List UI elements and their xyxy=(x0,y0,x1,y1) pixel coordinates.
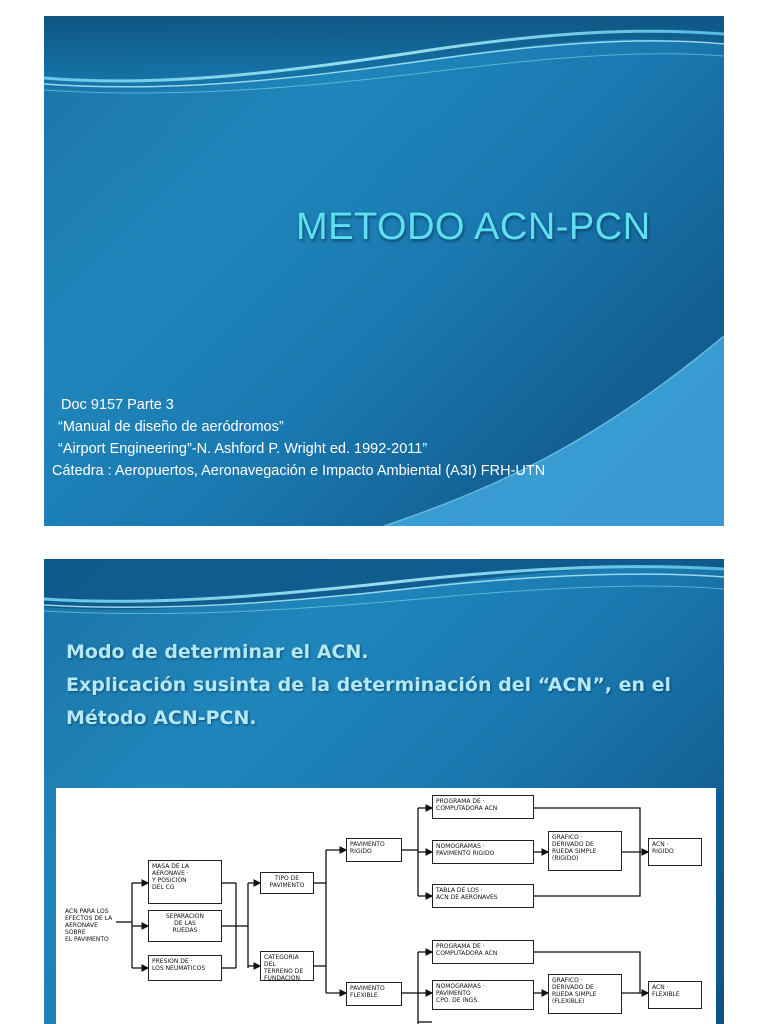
node-nomogramas-flexible: NOMOGRAMAS · PAVIMENTO CPO. DE INGS. xyxy=(432,980,534,1010)
reference-list xyxy=(52,394,712,482)
heading-line: Modo de determinar el ACN. xyxy=(66,641,369,663)
node-acn-root: ACN PARA LOS EFECTOS DE LA AERONAVE SOBRE EL PAVIMENTO xyxy=(65,908,113,943)
node-nomogramas-rigido: NOMOGRAMAS · PAVIMENTO RIGIDO xyxy=(432,840,534,864)
slide-title xyxy=(44,16,724,526)
node-programa-computadora-flexible: PROGRAMA DE · COMPUTADORA ACN xyxy=(432,940,534,964)
node-tipo-pavimento: TIPO DE PAVIMENTO xyxy=(260,872,314,894)
node-separacion-ruedas: SEPARACION DE LAS RUEDAS xyxy=(148,910,222,942)
node-pavimento-rigido: PAVIMENTO RIGIDO xyxy=(346,838,402,862)
node-programa-computadora-rigido: PROGRAMA DE · COMPUTADORA ACN xyxy=(432,795,534,819)
reference-line: Doc 9157 Parte 3 xyxy=(61,397,174,413)
node-grafico-rigido: GRAFICO · DERIVADO DE RUEDA SIMPLE (RIGIDO) xyxy=(548,831,622,871)
acn-flow-diagram xyxy=(56,788,716,1024)
heading-line: Método ACN-PCN. xyxy=(66,707,257,729)
node-categoria-terreno: CATEGORIA DEL TERRENO DE FUNDACION xyxy=(260,951,314,981)
node-acn-flexible: ACN · FLEXIBLE xyxy=(648,981,702,1009)
node-tabla-acn: TABLA DE LOS · ACN DE AERONAVES xyxy=(432,884,534,908)
heading-line: Explicación susinta de la determinación del “ACN”, en el xyxy=(66,674,672,696)
reference-line: “Manual de diseño de aeródromos” xyxy=(58,419,284,435)
node-presion-neumaticos: PRESION DE · LOS NEUMATICOS xyxy=(148,955,222,981)
node-grafico-flexible: GRAFICO · DERIVADO DE RUEDA SIMPLE (FLEXIBLE) xyxy=(548,974,622,1014)
reference-line: “Airport Engineering”-N. Ashford P. Wright ed. 1992-2011” xyxy=(58,441,428,457)
slide-acn-method xyxy=(44,559,724,1024)
slide-title-text: METODO ACN-PCN xyxy=(296,206,651,248)
node-acn-rigido: ACN · RIGIDO xyxy=(648,838,702,866)
node-pavimento-flexible: PAVIMENTO FLEXIBLE xyxy=(346,982,402,1006)
slide-heading xyxy=(66,636,706,735)
node-masa-aeronave: MASA DE LA AERONAVE · Y POSICION DEL CG xyxy=(148,860,222,904)
reference-line: Cátedra : Aeropuertos, Aeronavegación e Impacto Ambiental (A3I) FRH-UTN xyxy=(52,463,546,479)
